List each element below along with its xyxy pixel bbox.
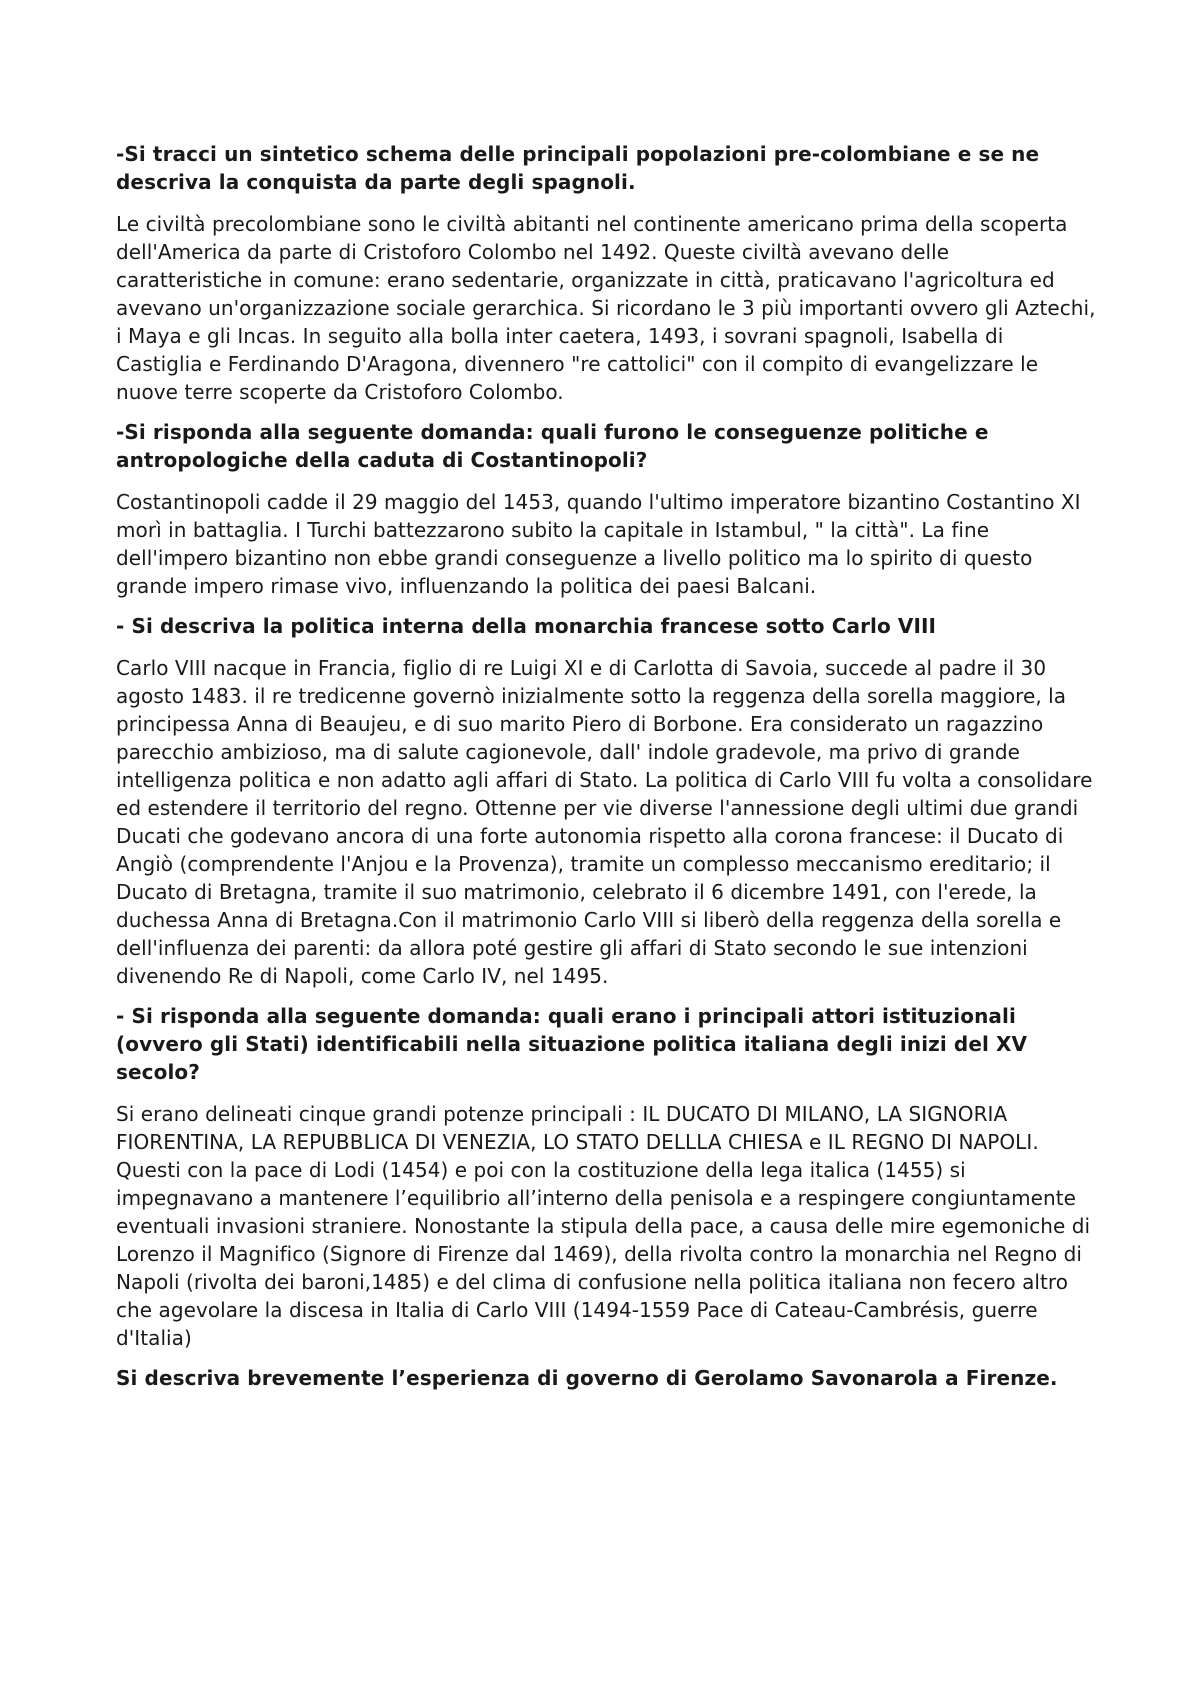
answer-paragraph-3: Carlo VIII nacque in Francia, figlio di re Luigi XI e di Carlotta di Savoia, succede al padre il 30 agosto 1483. il re tredicenne governò inizialmente sotto la reggenza della sorella maggiore, la principessa Anna di Beaujeu, e di suo marito Piero di Borbone. Era considerato un ragazzino parecchio ambizioso, ma di salute cagionevole, dall' indole gradevole, ma privo di grande intelligenza politica e non adatto agli affari di Stato. La politica di Carlo VIII fu volta a consolidare ed estendere il territorio del regno. Ottenne per vie diverse l'annessione degli ultimi due grandi Ducati che godevano ancora di una forte autonomia rispetto alla corona francese: il Ducato di Angiò (comprendente l'Anjou e la Provenza), tramite un complesso meccanismo ereditario; il Ducato di Bretagna, tramite il suo matrimonio, celebrato il 6 dicembre 1491, con l'erede, la duchessa Anna di Bretagna.Con il matrimonio Carlo VIII si liberò della reggenza della sorella e dell'influenza dei parenti: da allora poté gestire gli affari di Stato secondo le sue intenzioni divenendo Re di Napoli, come Carlo IV, nel 1495. xyxy=(116,656,1093,988)
question-heading-5: Si descriva brevemente l’esperienza di governo di Gerolamo Savonarola a Firenze. xyxy=(116,1366,1058,1390)
document-page xyxy=(116,140,1096,1406)
answer-paragraph-4: Si erano delineati cinque grandi potenze principali : IL DUCATO DI MILANO, LA SIGNORIA FIORENTINA, LA REPUBBLICA DI VENEZIA, LO STATO DELLLA CHIESA e IL REGNO DI NAPOLI. Questi con la pace di Lodi (1454) e poi con la costituzione della lega italica (1455) si impegnavano a mantenere l’equilibrio all’interno della penisola e a respingere congiuntamente eventuali invasioni straniere. Nonostante la stipula della pace, a causa delle mire egemoniche di Lorenzo il Magnifico (Signore di Firenze dal 1469), della rivolta contro la monarchia nel Regno di Napoli (rivolta dei baroni,1485) e del clima di confusione nella politica italiana non fecero altro che agevolare la discesa in Italia di Carlo VIII (1494-1559 Pace di Cateau-Cambrésis, guerre d'Italia) xyxy=(116,1102,1091,1350)
answer-paragraph-2: Costantinopoli cadde il 29 maggio del 1453, quando l'ultimo imperatore bizantino Costantino XI morì in battaglia. I Turchi battezzarono subito la capitale in Istambul, " la città". La fine dell'impero bizantino non ebbe grandi conseguenze a livello politico ma lo spirito di questo grande impero rimase vivo, influenzando la politica dei paesi Balcani. xyxy=(116,490,1081,598)
question-heading-1: -Si tracci un sintetico schema delle principali popolazioni pre-colombiane e se ne descriva la conquista da parte degli spagnoli. xyxy=(116,142,1040,194)
question-heading-4: - Si risponda alla seguente domanda: quali erano i principali attori istituzionali (ovvero gli Stati) identificabili nella situazione politica italiana degli inizi del XV secolo? xyxy=(116,1004,1028,1084)
question-heading-2: -Si risponda alla seguente domanda: quali furono le conseguenze politiche e antropologiche della caduta di Costantinopoli? xyxy=(116,420,989,472)
answer-paragraph-1: Le civiltà precolombiane sono le civiltà abitanti nel continente americano prima della scoperta dell'America da parte di Cristoforo Colombo nel 1492. Queste civiltà avevano delle caratteristiche in comune: erano sedentarie, organizzate in città, praticavano l'agricoltura ed avevano un'organizzazione sociale gerarchica. Si ricordano le 3 più importanti ovvero gli Aztechi, i Maya e gli Incas. In seguito alla bolla inter caetera, 1493, i sovrani spagnoli, Isabella di Castiglia e Ferdinando D'Aragona, divennero "re cattolici" con il compito di evangelizzare le nuove terre scoperte da Cristoforo Colombo. xyxy=(116,212,1096,404)
question-heading-3: - Si descriva la politica interna della monarchia francese sotto Carlo VIII xyxy=(116,614,937,638)
